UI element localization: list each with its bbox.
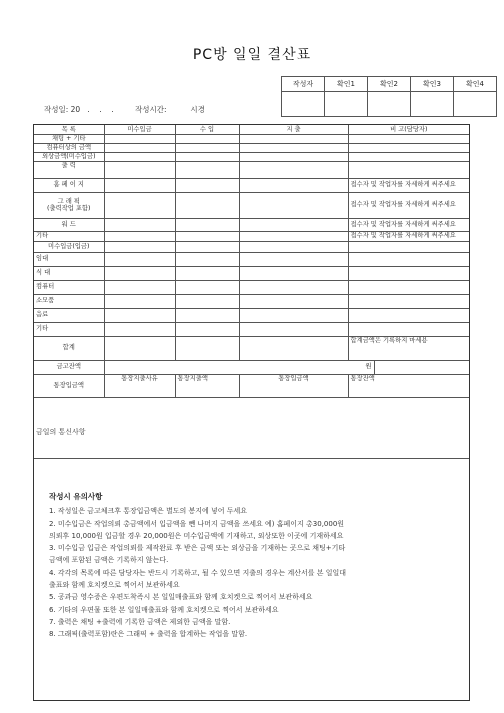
cell-remark[interactable]: [348, 134, 469, 143]
cell-expense[interactable]: [239, 134, 348, 143]
note-item: 의뢰후 10,000원 입금할 경우 20,000원은 미수입금액에 기재하고, 외상또한 이곳에 기재하세요: [49, 531, 344, 540]
cell-remark[interactable]: [348, 152, 469, 161]
note-item: 4. 각각의 목록에 따른 담당자는 반드시 기록하고, 될 수 있으면 지출의 경우는 계산서를 본 일일대: [49, 568, 347, 577]
cell-remark-note: 접수자 및 작업자를 자세하게 써주세요: [348, 192, 469, 218]
cell-receivable[interactable]: [104, 336, 175, 360]
cell-income[interactable]: [175, 178, 239, 192]
communication-area[interactable]: [34, 397, 469, 458]
row-label-word: 워 드: [34, 218, 104, 231]
cell-receivable[interactable]: [104, 266, 175, 280]
row-label-other2: 기타: [34, 322, 104, 336]
row-label-graphics: [34, 192, 104, 218]
cell-expense[interactable]: [239, 252, 348, 266]
communication-label: 금일의 통신사항: [36, 428, 86, 436]
approval-sign-check2[interactable]: [368, 92, 411, 117]
cell-income[interactable]: [175, 161, 239, 178]
note-item: 7. 출력은 채팅 +출력에 기록한 금액은 제외한 금액을 말함.: [49, 617, 231, 626]
row-label-credit-sales: 외상금액(미수입금): [34, 152, 104, 161]
cell-income[interactable]: [175, 152, 239, 161]
cell-expense[interactable]: [239, 280, 348, 294]
cell-receivable[interactable]: [104, 241, 175, 252]
cash-balance-amount[interactable]: 원: [104, 360, 374, 374]
cash-balance-extra[interactable]: [374, 360, 469, 374]
cell-expense[interactable]: [239, 336, 348, 360]
graphics-label-line2: (출력작업 포함): [47, 205, 91, 212]
row-label-supplies: 소모품: [34, 294, 104, 308]
row-label-receivable-deposit: 미수입금(입금): [34, 241, 104, 252]
cell-receivable[interactable]: [104, 152, 175, 161]
header-expense: 지 출: [239, 125, 348, 134]
cell-receivable[interactable]: [104, 322, 175, 336]
cell-expense[interactable]: [239, 231, 348, 241]
bank-deposit-amount: 통장입금액: [239, 374, 348, 397]
cell-remark[interactable]: [348, 241, 469, 252]
date-label: 작성일: 20: [44, 105, 81, 114]
cell-receivable[interactable]: [104, 294, 175, 308]
time-label: 작성시간:: [135, 105, 167, 114]
note-item: 8. 그래픽(출력포함)란은 그래픽 + 출력을 합계하는 작업을 말함.: [49, 630, 248, 639]
cell-income[interactable]: [175, 280, 239, 294]
row-label-total: 합계: [34, 336, 104, 360]
cell-remark[interactable]: [348, 322, 469, 336]
cell-income[interactable]: [175, 241, 239, 252]
cell-receivable[interactable]: [104, 218, 175, 231]
note-item: 금액에 포함된 금액은 기록하지 않는다.: [49, 556, 169, 565]
cell-receivable[interactable]: [104, 231, 175, 241]
cell-expense[interactable]: [239, 308, 348, 322]
cell-remark[interactable]: [348, 266, 469, 280]
cell-income[interactable]: [175, 192, 239, 218]
header-remarks: 비 고(담당자): [348, 125, 469, 134]
cell-remark-note: 접수자 및 작업자를 자세하게 써주세요: [348, 231, 469, 241]
row-label-computer-sales: 컴퓨터상의 금액: [34, 143, 104, 152]
row-label-homepage: 홈 페 이 지: [34, 178, 104, 192]
bank-balance: 통장잔액: [348, 374, 469, 397]
notes-heading: 작성시 유의사항: [49, 492, 103, 501]
cell-expense[interactable]: [239, 266, 348, 280]
approval-sign-check1[interactable]: [325, 92, 368, 117]
bank-expense-amount: 통장지출액: [175, 374, 239, 397]
cell-income[interactable]: [175, 252, 239, 266]
row-label-other: 기타: [34, 231, 104, 241]
cell-expense[interactable]: [239, 143, 348, 152]
bank-expense-reason: 통장지출사유: [104, 374, 175, 397]
row-label-cash-balance: 금고잔액: [34, 360, 104, 374]
approval-header-check1: 확인1: [325, 77, 368, 92]
cell-expense[interactable]: [239, 322, 348, 336]
cell-income[interactable]: [175, 308, 239, 322]
row-label-bank-deposit: 통장입금액: [34, 374, 104, 397]
header-receivable: 미수입금: [104, 125, 175, 134]
page-title: PC방 일일 결산표: [192, 47, 312, 63]
cell-income[interactable]: [175, 231, 239, 241]
approval-sign-check4[interactable]: [454, 92, 497, 117]
row-label-rent: 임대: [34, 252, 104, 266]
cell-expense[interactable]: [239, 294, 348, 308]
cell-receivable[interactable]: [104, 280, 175, 294]
row-label-meal: 식 대: [34, 266, 104, 280]
cell-remark[interactable]: [348, 161, 469, 178]
cell-remark[interactable]: [348, 252, 469, 266]
note-item: 2. 미수입금은 작업의뢰 총금액에서 입금액을 뺀 나머지 금액을 쓰세요 예) 홈페이지 총30,000원: [49, 519, 345, 528]
cell-expense[interactable]: [239, 152, 348, 161]
cell-receivable[interactable]: [104, 134, 175, 143]
approval-box: [281, 76, 497, 117]
note-item: 6. 기타의 우편물 또한 본 일일매출표와 함께 호치켓으로 찍어서 보관하세요: [49, 605, 279, 614]
cell-income[interactable]: [175, 336, 239, 360]
approval-header-check2: 확인2: [368, 77, 411, 92]
row-label-drinks: 음료: [34, 308, 104, 322]
note-item: 3. 미수입금 입금은 작업의뢰를 제작완료 후 받은 금액 또는 외상금을 기재하는 곳으로 채팅+기타: [49, 544, 346, 553]
cell-income[interactable]: [175, 322, 239, 336]
approval-sign-writer[interactable]: [282, 92, 325, 117]
cell-receivable[interactable]: [104, 143, 175, 152]
header-category: 목 록: [34, 125, 104, 134]
note-item: 출표와 함께 호치켓으로 찍어서 보관하세요: [49, 581, 180, 590]
write-date-line: [44, 104, 205, 115]
header-income: 수 입: [175, 125, 239, 134]
cell-income[interactable]: [175, 218, 239, 231]
cell-receivable[interactable]: [104, 252, 175, 266]
row-label-print: 출 력: [34, 161, 104, 178]
settlement-table: [34, 125, 469, 459]
date-dots: . . .: [87, 105, 114, 114]
cell-income[interactable]: [175, 134, 239, 143]
cell-remark[interactable]: [348, 294, 469, 308]
cell-expense[interactable]: [239, 161, 348, 178]
note-item: 5. 공과금 영수증은 우편도착즉시 본 일일매출표와 함께 호치켓으로 찍어서 보관하세요: [49, 593, 313, 602]
settlement-form: [33, 124, 470, 701]
cell-remark[interactable]: [348, 308, 469, 322]
graphics-label-line1: 그 래 픽: [57, 197, 80, 205]
approval-header-check4: 확인4: [454, 77, 497, 92]
total-note: 합계금액은 기록하지 마세용: [348, 336, 469, 360]
cell-expense[interactable]: [239, 178, 348, 192]
cell-income[interactable]: [175, 266, 239, 280]
cell-expense[interactable]: [239, 218, 348, 231]
time-unit: 시경: [190, 105, 205, 114]
cell-receivable[interactable]: [104, 178, 175, 192]
row-label-computer: 컴퓨터: [34, 280, 104, 294]
cell-income[interactable]: [175, 294, 239, 308]
note-item: 1. 작성일은 금고체크후 통장입금액은 별도의 봉지에 넣어 두세요: [49, 507, 248, 516]
cell-income[interactable]: [175, 143, 239, 152]
cell-remark-note: 접수자 및 작업자를 자세하게 써주세요: [348, 178, 469, 192]
cell-receivable[interactable]: [104, 192, 175, 218]
cell-remark-note: 접수자 및 작업자를 자세하게 써주세요: [348, 218, 469, 231]
approval-header-check3: 확인3: [411, 77, 454, 92]
approval-header-writer: 작성자: [282, 77, 325, 92]
row-label-game: 채팅 + 기타: [34, 134, 104, 143]
cell-remark[interactable]: [348, 143, 469, 152]
cell-receivable[interactable]: [104, 308, 175, 322]
notes-section: [49, 491, 464, 641]
cell-expense[interactable]: [239, 192, 348, 218]
cell-expense[interactable]: [239, 241, 348, 252]
approval-sign-check3[interactable]: [411, 92, 454, 117]
cell-receivable[interactable]: [104, 161, 175, 178]
cell-remark[interactable]: [348, 280, 469, 294]
